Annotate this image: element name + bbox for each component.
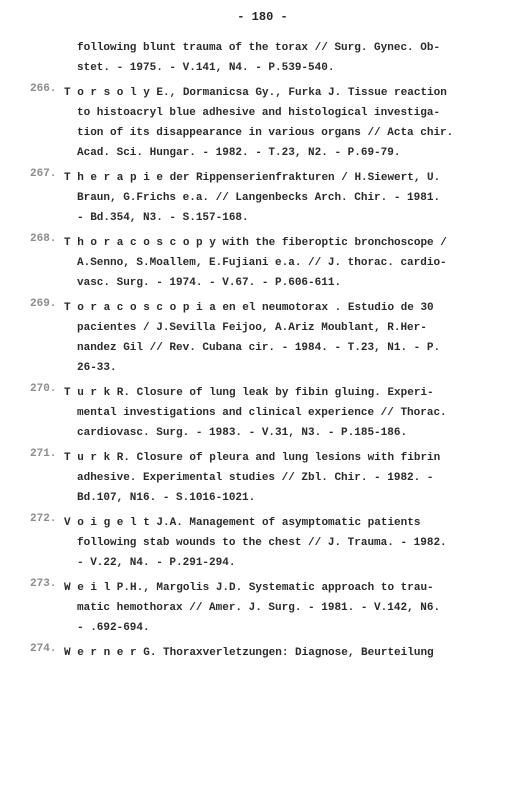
entry-line: - .692-694. xyxy=(77,622,150,634)
entry-line: A.Senno, S.Moallem, E.Fujiani e.a. // J. thorac. cardio- xyxy=(77,257,447,269)
entry-number: 271. xyxy=(30,448,57,460)
entry-number: 272. xyxy=(30,513,57,525)
entry-line: T h o r a c o s c o p y with the fiberoptic bronchoscope / xyxy=(64,237,447,249)
entry-number: 267. xyxy=(30,168,57,180)
entry-line: 26-33. xyxy=(77,362,117,374)
bibliography-entry xyxy=(0,643,525,663)
bibliography-entry xyxy=(0,383,525,443)
entry-line: nandez Gil // Rev. Cubana cir. - 1984. - T.23, N1. - P. xyxy=(77,342,441,354)
entry-line: T o r a c o s c o p i a en el neumotorax . Estudio de 30 xyxy=(64,302,434,314)
page-number: - 180 - xyxy=(237,10,288,24)
entry-line: cardiovasc. Surg. - 1983. - V.31, N3. - P.185-186. xyxy=(77,427,408,439)
entry-line: - V.22, N4. - P.291-294. xyxy=(77,557,236,569)
entry-number: 274. xyxy=(30,643,57,655)
entry-line: T o r s o l y E., Dormanicsa Gy., Furka J. Tissue reaction xyxy=(64,87,447,99)
entry-line: - Bd.354, N3. - S.157-168. xyxy=(77,212,249,224)
entry-line: mental investigations and clinical experience // Thorac. xyxy=(77,407,447,419)
bibliography-entry xyxy=(0,578,525,638)
bibliography-entry xyxy=(0,513,525,573)
entry-line: to histoacryl blue adhesive and histological investiga- xyxy=(77,107,441,119)
entry-number: 273. xyxy=(30,578,57,590)
bibliography-entry xyxy=(0,298,525,378)
entry-number: 268. xyxy=(30,233,57,245)
bibliography-entry xyxy=(0,448,525,508)
bibliography-entry xyxy=(0,38,525,78)
entry-line: Bd.107, N16. - S.1016-1021. xyxy=(77,492,256,504)
entry-line: Braun, G.Frichs e.a. // Langenbecks Arch. Chir. - 1981. xyxy=(77,192,441,204)
bibliography-entry xyxy=(0,168,525,228)
entry-line: T h e r a p i e der Rippenserienfrakturen / H.Siewert, U. xyxy=(64,172,441,184)
entry-line: matic hemothorax // Amer. J. Surg. - 1981. - V.142, N6. xyxy=(77,602,441,614)
entry-line: W e r n e r G. Thoraxverletzungen: Diagnose, Beurteilung xyxy=(64,647,434,659)
entry-line: Acad. Sci. Hungar. - 1982. - T.23, N2. - P.69-79. xyxy=(77,147,401,159)
entry-number: 269. xyxy=(30,298,57,310)
entry-line: W e i l P.H., Margolis J.D. Systematic approach to trau- xyxy=(64,582,434,594)
entry-line: pacientes / J.Sevilla Feijoo, A.Ariz Moublant, R.Her- xyxy=(77,322,427,334)
entry-number: 266. xyxy=(30,83,57,95)
entry-number: 270. xyxy=(30,383,57,395)
entry-line: tion of its disappearance in various organs // Acta chir. xyxy=(77,127,454,139)
entry-line: adhesive. Experimental studies // Zbl. Chir. - 1982. - xyxy=(77,472,434,484)
entry-line: vasc. Surg. - 1974. - V.67. - P.606-611. xyxy=(77,277,342,289)
entry-line: V o i g e l t J.A. Management of asymptomatic patients xyxy=(64,517,421,529)
entry-line: stet. - 1975. - V.141, N4. - P.539-540. xyxy=(77,62,335,74)
entry-line: following blunt trauma of the torax // Surg. Gynec. Ob- xyxy=(77,42,441,54)
bibliography-entry xyxy=(0,83,525,163)
bibliography-list xyxy=(0,38,525,668)
entry-line: T u r k R. Closure of lung leak by fibin gluing. Experi- xyxy=(64,387,434,399)
entry-line: following stab wounds to the chest // J. Trauma. - 1982. xyxy=(77,537,447,549)
bibliography-entry xyxy=(0,233,525,293)
entry-line: T u r k R. Closure of pleura and lung lesions with fibrin xyxy=(64,452,441,464)
